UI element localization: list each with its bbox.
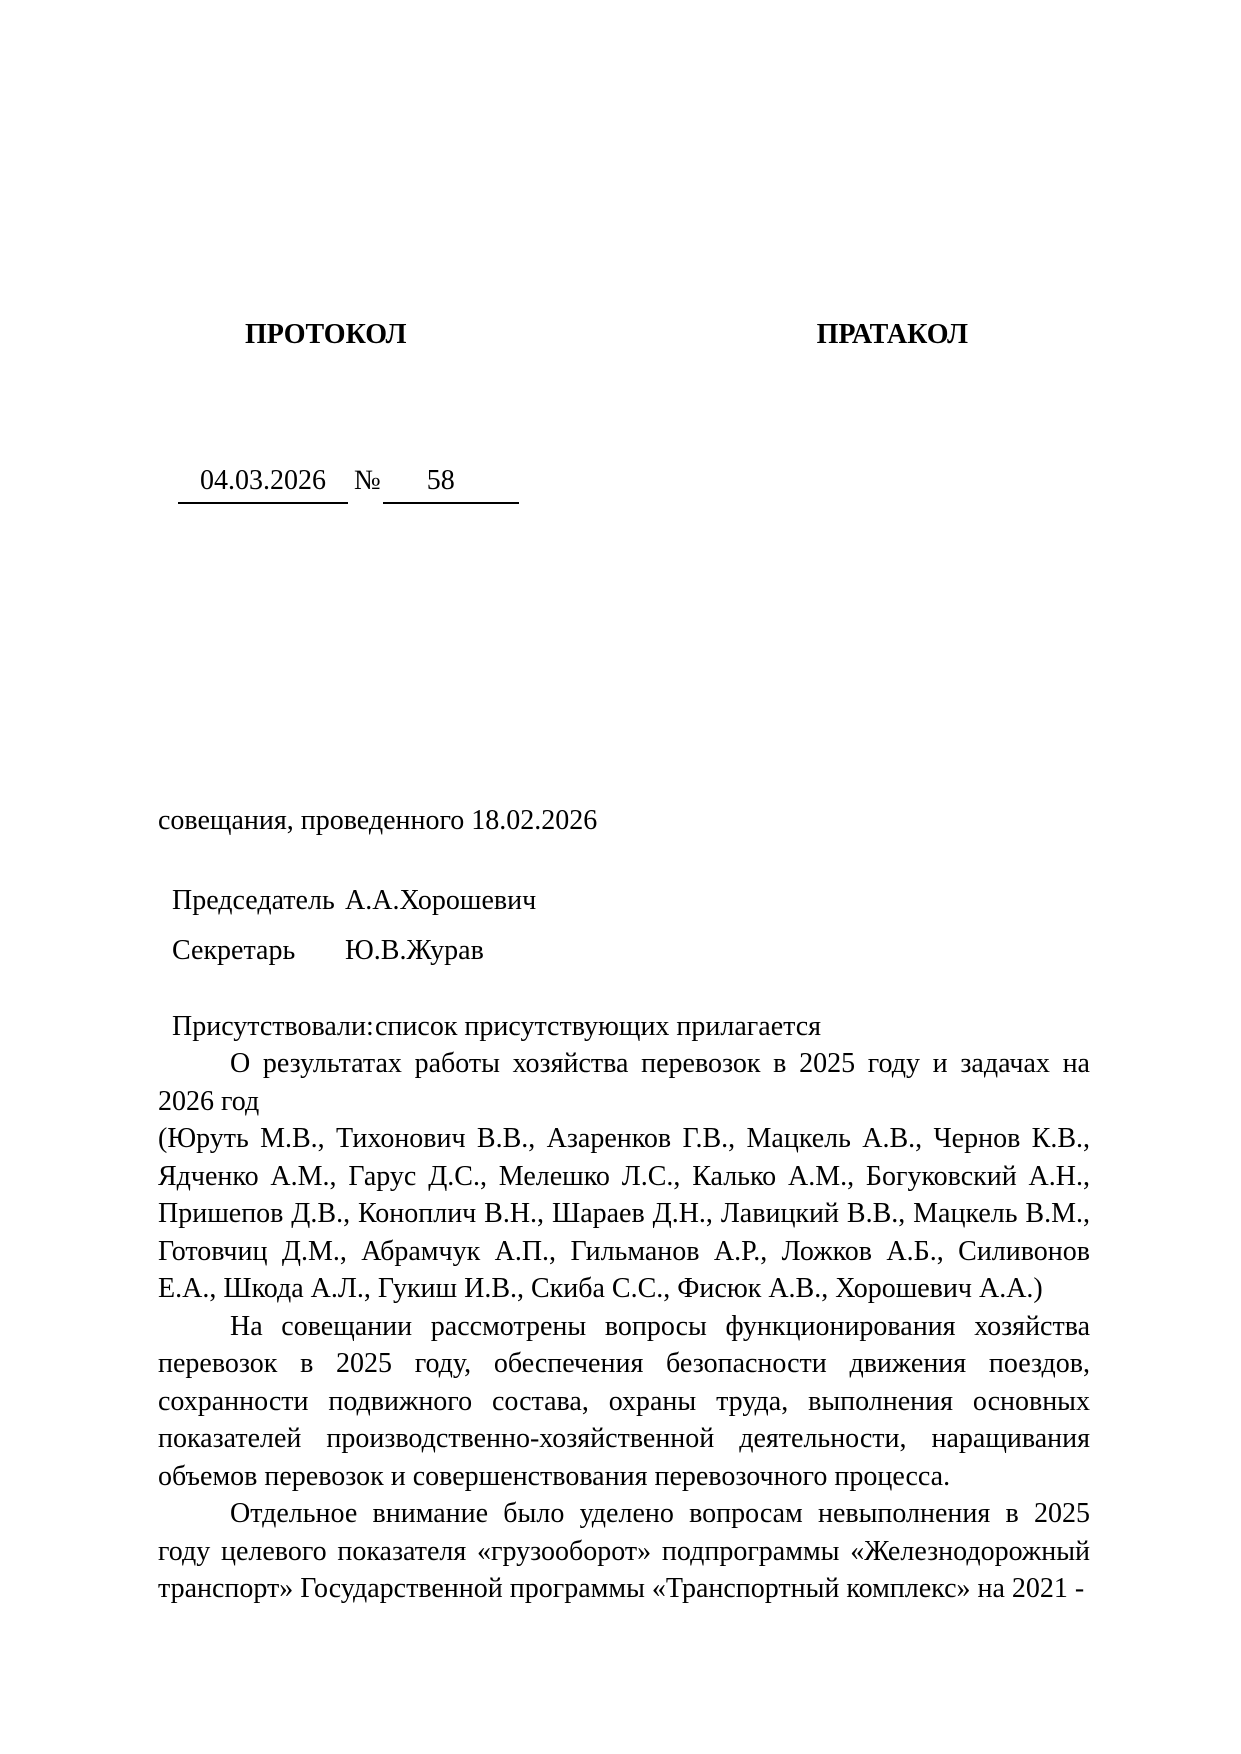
attendees-value: список присутствующих прилагается	[375, 1010, 822, 1042]
paragraph-topic: О результатах работы хозяйства перевозок в 2025 году и задачах на 2026 год	[158, 1048, 1090, 1117]
paragraph-attention: Отдельное внимание было уделено вопросам невыполнения в 2025 году целевого показателя «грузооборот» подпрограммы «Железнодорожный транспорт» Государственной программы «Транспортный комплекс» на 2021 -	[158, 1498, 1090, 1604]
secretary-role-label: Секретарь	[172, 935, 296, 966]
meeting-subject-line: совещания, проведенного 18.02.2026	[158, 805, 598, 836]
secretary-row	[158, 932, 1090, 970]
chairman-name: А.А.Хорошевич	[345, 884, 537, 916]
paragraph-participants: (Юруть М.В., Тихонович В.В., Азаренков Г.В., Мацкель А.В., Чернов К.В., Ядченко А.М., Гарус Д.С., Мелешко Л.С., Калько А.М., Богуковский А.Н., Пришепов Д.В., Коноплич В.Н., Шараев Д.Н., Лавицкий В.В., Мацкель В.М., Готовчиц Д.М., Абрамчук А.П., Гильманов А.Р., Ложков А.Б., Силивонов Е.А., Шкода А.Л., Гукиш И.В., Скиба С.С., Фисюк А.В., Хорошевич А.А.)	[158, 1123, 1090, 1304]
attendees-row	[158, 1008, 1090, 1046]
number-sign: №	[354, 465, 381, 496]
chairman-role-label: Председатель	[172, 884, 335, 916]
title-row	[158, 318, 1090, 352]
paragraph-summary: На совещании рассмотрены вопросы функционирования хозяйства перевозок в 2025 году, обеспечения безопасности движения поездов, сохранности подвижного состава, охраны труда, выполнения основных показателей производственно-хозяйственной деятельности, наращивания объемов перевозок и совершенствования перевозочного процесса.	[158, 1310, 1090, 1492]
stamp-number: 58	[383, 462, 519, 504]
document-title-belarusian: ПРАТАКОЛ	[816, 319, 968, 350]
secretary-name: Ю.В.Журав	[345, 935, 484, 966]
document-title-russian: ПРОТОКОЛ	[245, 319, 407, 350]
attendees-label: Присутствовали:	[172, 1010, 374, 1042]
chairman-row	[158, 882, 1090, 920]
stamp-date: 04.03.2026	[178, 462, 348, 504]
stamp-line	[178, 462, 1090, 504]
